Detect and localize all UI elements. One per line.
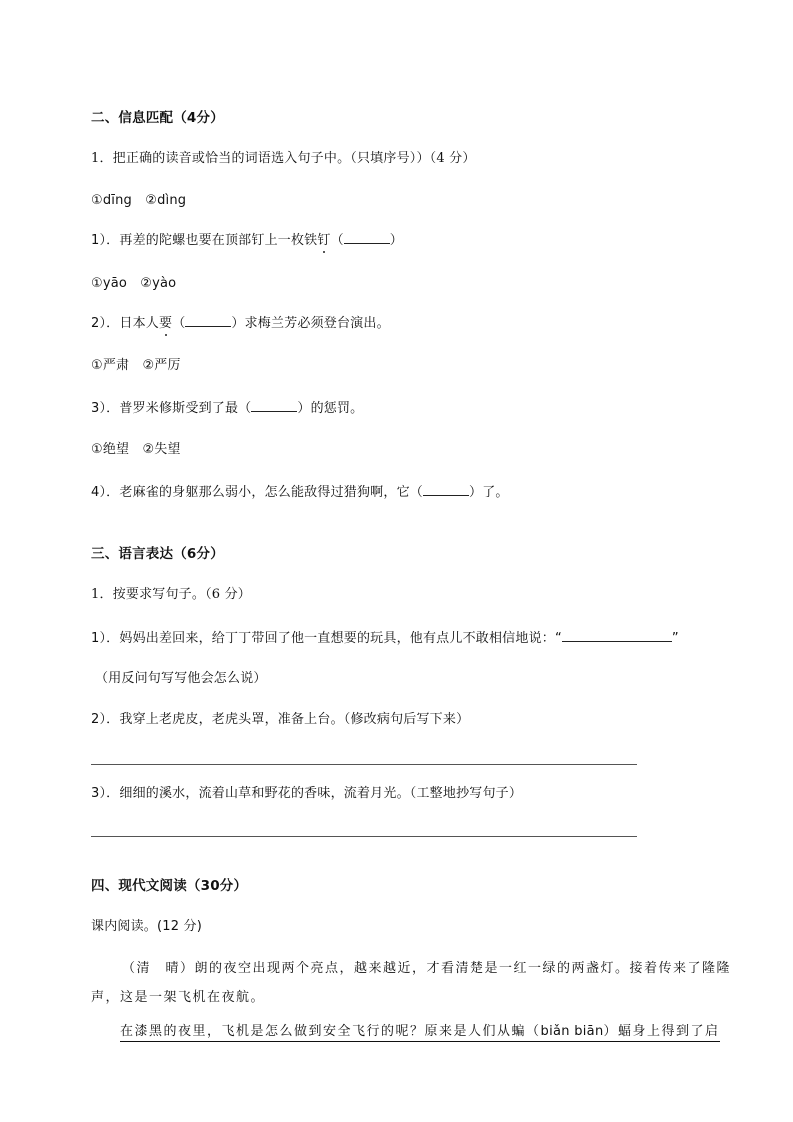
emphasized-char: 钉 [317, 233, 331, 248]
item-text: 3）．普罗米修斯受到了最（ [91, 401, 252, 416]
item-text: 4）．老麻雀的身躯那么弱小，怎么能敌得过猎狗啊，它（ [91, 485, 423, 500]
passage-line: （清 晴）朗的夜空出现两个亮点，越来越近，才看清楚是一红一绿的两盏灯。接着传来了隆隆 [122, 961, 732, 976]
item-text: 1）．再差的陀螺也要在顶部钉上一枚铁 [91, 233, 318, 248]
passage-line: 声，这是一架飞机在夜航。 [91, 990, 266, 1005]
question-item-3: 3）．细细的溪水，流着山草和野花的香味，流着月光。（工整地抄写句子） [91, 786, 523, 801]
passage-line-underlined [120, 1023, 730, 1041]
answer-blank[interactable] [423, 483, 469, 496]
options-row-1: ①dīng ②dìng [91, 193, 187, 208]
underlined-sentence: 在漆黑的夜里，飞机是怎么做到安全飞行的呢？原来是人们从蝙（biǎn biān）蝠身上得到了启 [120, 1024, 720, 1042]
item-text: 1）．妈妈出差回来，给丁丁带回了他一直想要的玩具，他有点儿不敢相信地说：“ [91, 631, 562, 646]
question-item-2: 2）．我穿上老虎皮，老虎头罩，准备上台。（修改病句后写下来） [91, 712, 470, 727]
question-item-3: 3）．普罗米修斯受到了最（ ）的惩罚。 [91, 401, 364, 416]
item-note: （用反问句写写他会怎么说） [95, 671, 267, 686]
section-heading-info-matching: 二、信息匹配（4分） [91, 110, 224, 126]
section-heading-language-expression: 三、语言表达（6分） [91, 546, 224, 562]
answer-blank[interactable] [251, 399, 297, 412]
options-row-4: ①绝望 ②失望 [91, 442, 181, 457]
options-row-3: ①严肃 ②严厉 [91, 358, 181, 373]
subsection-label: 课内阅读。(12 分) [91, 919, 203, 934]
answer-blank[interactable] [562, 629, 672, 642]
question-item-1: 1）．再差的陀螺也要在顶部钉上一枚铁钉（ ） [91, 233, 403, 248]
question-item-1: 1）．妈妈出差回来，给丁丁带回了他一直想要的玩具，他有点儿不敢相信地说：“ ” [91, 631, 679, 646]
answer-blank[interactable] [185, 314, 231, 327]
options-row-2: ①yāo ②yào [91, 276, 177, 291]
answer-blank[interactable] [344, 231, 390, 244]
answer-line[interactable] [91, 764, 637, 765]
pinyin-annotation: biǎn biān [540, 1024, 604, 1039]
emphasized-char: 要 [158, 316, 173, 331]
question-prompt: 1．把正确的读音或恰当的词语选入句子中。（只填序号））（4 分） [91, 151, 476, 166]
answer-line[interactable] [91, 836, 637, 837]
question-item-4: 4）．老麻雀的身躯那么弱小，怎么能敌得过猎狗啊，它（ ）了。 [91, 485, 509, 500]
question-item-2: 2）．日本人要（ ）求梅兰芳必须登台演出。 [91, 316, 390, 331]
question-prompt: 1．按要求写句子。（6 分） [91, 587, 251, 602]
item-text: 2）．日本人 [91, 316, 159, 331]
section-heading-modern-reading: 四、现代文阅读（30分） [91, 878, 248, 894]
